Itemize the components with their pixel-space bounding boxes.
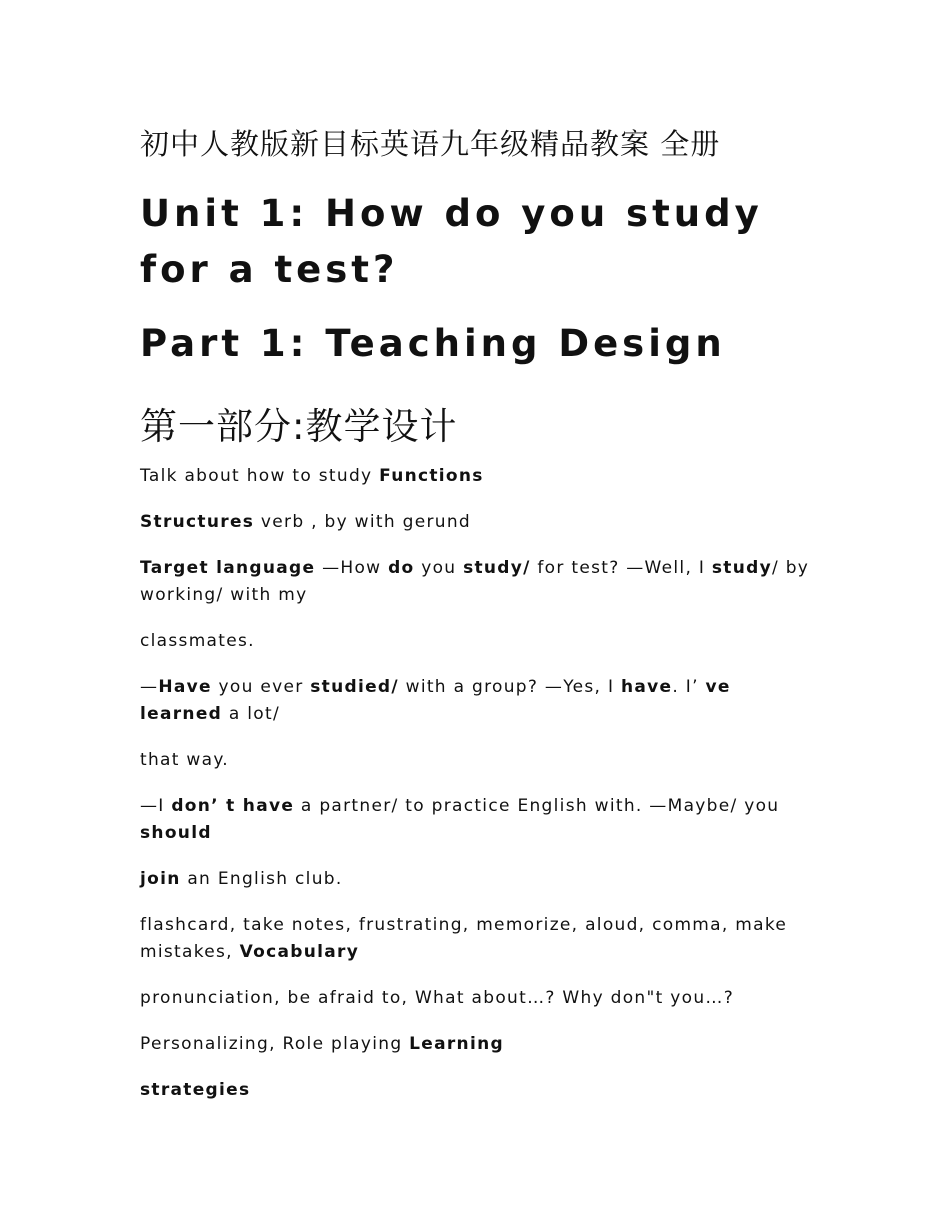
- part-heading-cn: 第一部分:教学设计: [140, 405, 458, 448]
- have-you-ever-paragraph: —Have you ever studied/ with a group? —Yes, I have. I’ ve learned a lot/: [140, 677, 731, 724]
- partner-paragraph: —I don’ t have a partner/ to practice English with. —Maybe/ you should: [140, 796, 780, 843]
- that-way-line: that way.: [140, 750, 229, 770]
- learning-paragraph: Personalizing, Role playing Learning: [140, 1034, 504, 1054]
- vocabulary-paragraph: flashcard, take notes, frustrating, memorize, aloud, comma, make mistakes, Vocabulary: [140, 915, 788, 962]
- structures-paragraph: Structures verb , by with gerund: [140, 512, 472, 532]
- document-title: 初中人教版新目标英语九年级精品教案 全册: [140, 127, 721, 161]
- strategies-line: strategies: [140, 1080, 251, 1100]
- target-language-paragraph: Target language —How do you study/ for test? —Well, I study/ by working/ with my: [140, 558, 810, 605]
- part-heading: Part 1: Teaching Design: [140, 322, 726, 365]
- join-club-line: join an English club.: [140, 869, 343, 889]
- classmates-line: classmates.: [140, 631, 255, 651]
- pronunciation-line: pronunciation, be afraid to, What about…? Why don"t you…?: [140, 988, 735, 1008]
- unit-heading: Unit 1: How do you study for a test?: [140, 192, 763, 291]
- functions-paragraph: Talk about how to study Functions: [140, 466, 484, 486]
